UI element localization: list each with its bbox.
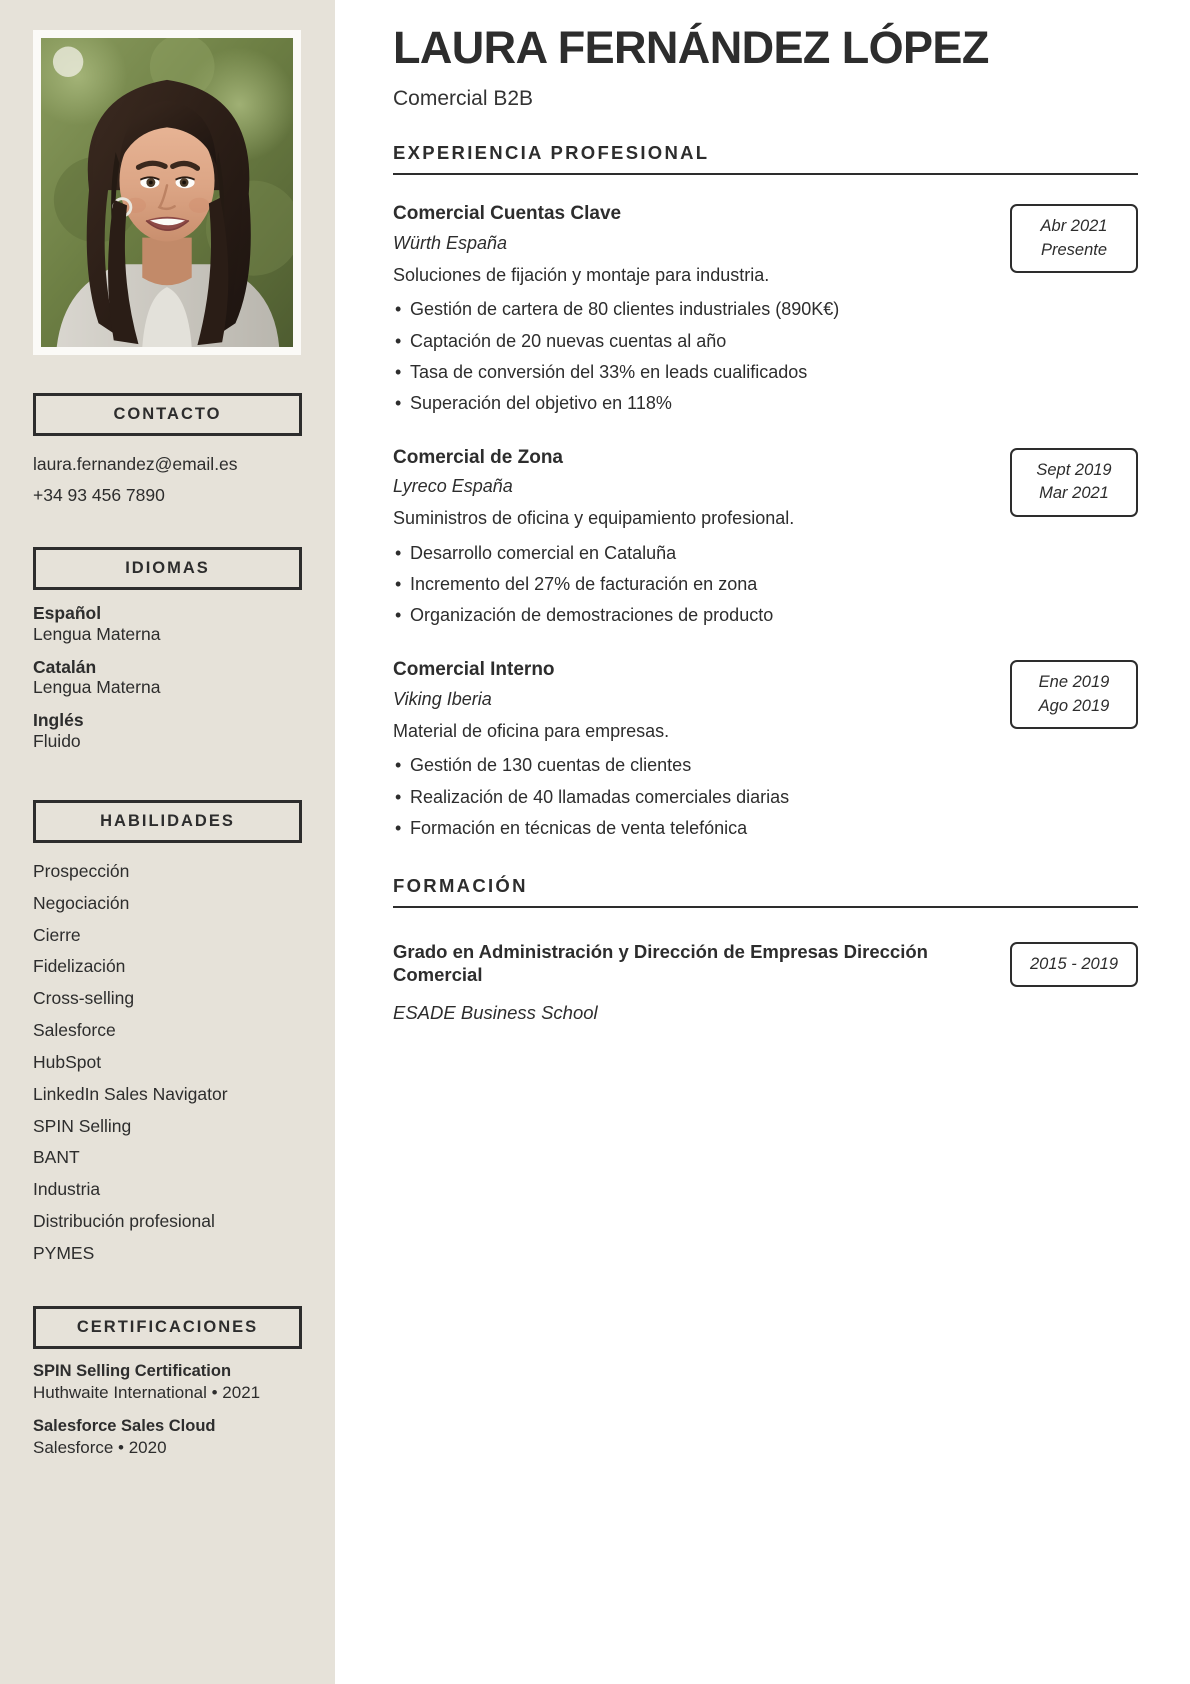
profile-photo-image — [41, 38, 293, 347]
experience-bullet: • Incremento del 27% de facturación en zona — [393, 569, 996, 600]
certification-item — [33, 1362, 302, 1403]
job-role-subtitle: Comercial B2B — [393, 87, 534, 111]
experience-entry — [393, 202, 1138, 419]
experience-blurb: Material de oficina para empresas. — [393, 720, 670, 741]
contact-phone[interactable]: +34 93 456 7890 — [33, 485, 165, 506]
experience-job-title: Comercial de Zona — [393, 446, 563, 468]
spacer — [33, 1270, 302, 1306]
experience-entry-body — [393, 446, 1010, 631]
contact-email[interactable]: laura.fernandez@email.es — [33, 454, 238, 474]
experience-bullet: • Gestión de cartera de 80 clientes industriales (890K€) — [393, 294, 996, 325]
experience-entry-body — [393, 658, 1010, 843]
date-end: Presente — [1040, 240, 1108, 259]
skill-item: Cierre — [33, 924, 81, 945]
experience-job-title: Comercial Interno — [393, 659, 555, 681]
education-date-badge: 2015 - 2019 — [1010, 942, 1138, 987]
certification-meta: Huthwaite International • 2021 — [33, 1382, 261, 1402]
skill-item: Negociación — [33, 892, 130, 913]
language-item — [33, 603, 302, 646]
skill-item: PYMES — [33, 1242, 95, 1263]
date-start: Abr 2021 — [1040, 217, 1108, 236]
profile-photo-frame — [33, 30, 301, 355]
experience-entry-body — [393, 202, 1010, 419]
experience-bullet: • Organización de demostraciones de producto — [393, 600, 996, 631]
skill-item: LinkedIn Sales Navigator — [33, 1083, 228, 1104]
language-item — [33, 710, 302, 753]
date-start: Sept 2019 — [1036, 460, 1112, 479]
skill-item: Prospección — [33, 860, 130, 881]
skill-item: Distribución profesional — [33, 1211, 215, 1232]
skill-item: Cross-selling — [33, 988, 135, 1009]
language-item — [33, 657, 302, 700]
experience-bullet: • Captación de 20 nuevas cuentas al año — [393, 326, 996, 357]
language-level: Lengua Materna — [33, 677, 161, 698]
experience-bullet-list — [393, 750, 996, 843]
skill-item: Salesforce — [33, 1020, 116, 1041]
section-title-experiencia: EXPERIENCIA PROFESIONAL — [393, 142, 1138, 175]
sidebar-heading-contacto: CONTACTO — [33, 393, 302, 436]
sidebar-heading-certificaciones: CERTIFICACIONES — [33, 1306, 302, 1349]
experience-bullet: • Desarrollo comercial en Cataluña — [393, 538, 996, 569]
experience-bullet: • Realización de 40 llamadas comerciales diarias — [393, 782, 996, 813]
experience-bullet: • Formación en técnicas de venta telefónica — [393, 813, 996, 844]
education-school: ESADE Business School — [393, 1002, 598, 1024]
certification-item — [33, 1417, 302, 1458]
language-level: Fluido — [33, 730, 81, 751]
experience-company: Viking Iberia — [393, 688, 492, 709]
date-end: Ago 2019 — [1038, 696, 1110, 715]
experience-date-badge — [1010, 448, 1138, 517]
experience-entry — [393, 658, 1138, 843]
experience-company: Lyreco España — [393, 476, 513, 497]
main-content — [335, 0, 1190, 1684]
skill-item: Fidelización — [33, 956, 126, 977]
skill-item: BANT — [33, 1147, 80, 1168]
language-name: Español — [33, 603, 102, 624]
date-start: Ene 2019 — [1038, 673, 1110, 692]
sidebar-heading-idiomas: IDIOMAS — [33, 547, 302, 590]
certification-meta: Salesforce • 2020 — [33, 1437, 167, 1457]
sidebar — [0, 0, 335, 1684]
experience-bullet: • Superación del objetivo en 118% — [393, 388, 996, 419]
certification-name: Salesforce Sales Cloud — [33, 1416, 216, 1435]
spacer — [33, 511, 302, 547]
skill-item: SPIN Selling — [33, 1115, 132, 1136]
experience-bullet-list — [393, 538, 996, 631]
education-degree: Grado en Administración y Dirección de Empresas Dirección Comercial — [393, 940, 928, 986]
spacer — [33, 764, 302, 800]
experience-blurb: Suministros de oficina y equipamiento profesional. — [393, 508, 795, 529]
experience-entry — [393, 446, 1138, 631]
experience-date-badge — [1010, 660, 1138, 729]
certification-name: SPIN Selling Certification — [33, 1361, 232, 1380]
experience-date-badge — [1010, 204, 1138, 273]
skill-item: Industria — [33, 1179, 101, 1200]
language-name: Inglés — [33, 710, 84, 731]
experience-bullet: • Gestión de 130 cuentas de clientes — [393, 750, 996, 781]
education-entry — [393, 940, 1138, 1025]
experience-blurb: Soluciones de fijación y montaje para industria. — [393, 264, 770, 285]
skill-item: HubSpot — [33, 1051, 102, 1072]
profile-photo — [41, 38, 293, 347]
date-end: Mar 2021 — [1039, 484, 1109, 503]
page-title: LAURA FERNÁNDEZ LÓPEZ — [393, 22, 989, 73]
experience-job-title: Comercial Cuentas Clave — [393, 203, 622, 225]
experience-bullet-list — [393, 294, 996, 419]
language-level: Lengua Materna — [33, 623, 161, 644]
education-entry-body — [393, 940, 1010, 1025]
experience-bullet: • Tasa de conversión del 33% en leads cualificados — [393, 357, 996, 388]
language-name: Catalán — [33, 656, 97, 677]
sidebar-heading-habilidades: HABILIDADES — [33, 800, 302, 843]
experience-company: Würth España — [393, 232, 508, 253]
section-title-formacion: FORMACIÓN — [393, 875, 1138, 908]
